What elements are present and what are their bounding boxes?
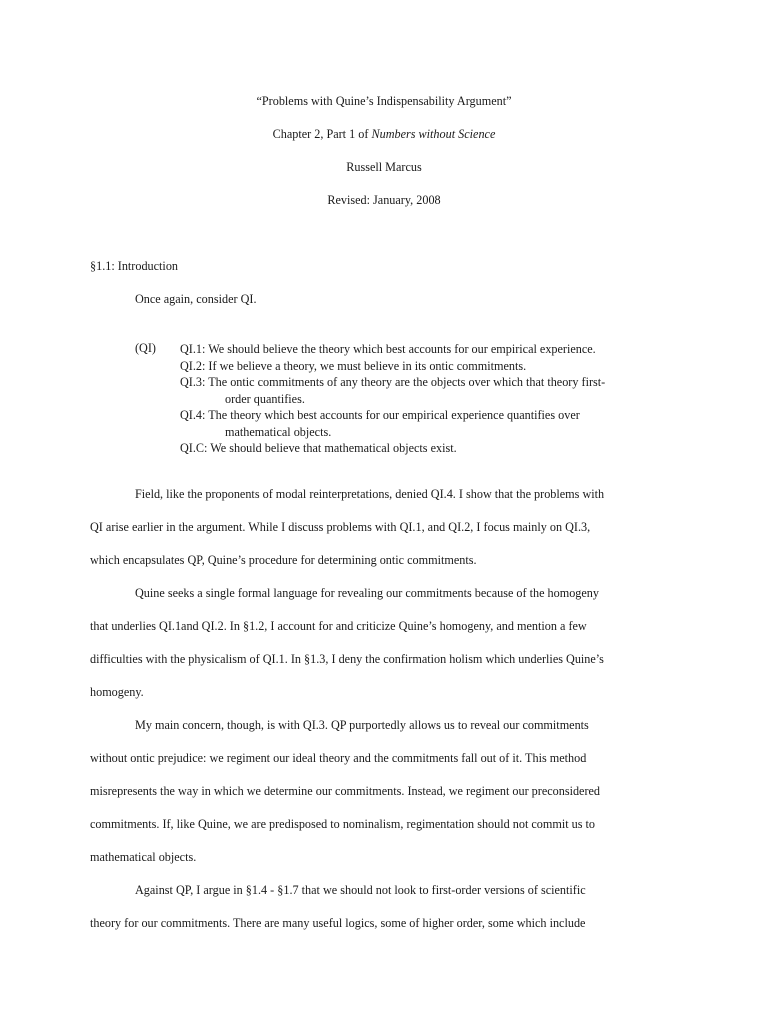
body-line: Field, like the proponents of modal reinterpretations, denied QI.4. I show that the problems with (135, 487, 605, 501)
qi-premise-text: QI.1: We should believe the theory which best accounts for our empirical experience. (180, 342, 596, 356)
subtitle-prefix: Chapter 2, Part 1 of (272, 127, 372, 141)
qi-premise-4 (180, 407, 680, 440)
qi-conclusion (180, 440, 680, 457)
qi-premise-text: QI.2: If we believe a theory, we must believe in its ontic commitments. (180, 358, 527, 373)
qi-premise-text: QI.4: The theory which best accounts for our empirical experience quantifies over (180, 408, 580, 422)
body-line: commitments. If, like Quine, we are predisposed to nominalism, regimentation should not commit us to (90, 817, 596, 831)
body-line: which encapsulates QP, Quine’s procedure for determining ontic commitments. (90, 553, 477, 567)
book-title: Numbers without Science (371, 127, 496, 141)
qi-label: (QI) (135, 341, 156, 355)
section-heading: §1.1: Introduction (90, 259, 179, 273)
body-line: Against QP, I argue in §1.4 - §1.7 that we should not look to first-order versions of scientific (135, 883, 586, 897)
body-line: that underlies QI.1and QI.2. In §1.2, I account for and criticize Quine’s homogeny, and mention a few (90, 619, 587, 633)
body-line: My main concern, though, is with QI.3. QP purportedly allows us to reveal our commitments (135, 718, 589, 732)
qi-premise-continuation: mathematical objects. (225, 424, 332, 439)
qi-premise-2 (180, 358, 680, 375)
body-line: QI arise earlier in the argument. While I discuss problems with QI.1, and QI.2, I focus mainly on QI.3, (90, 520, 591, 534)
body-line: misrepresents the way in which we determine our commitments. Instead, we regiment our preconsidered (90, 784, 601, 798)
body-line: Quine seeks a single formal language for revealing our commitments because of the homogeny (135, 586, 599, 600)
paper-title: “Problems with Quine’s Indispensability Argument” (256, 94, 512, 108)
body-line: homogeny. (90, 685, 144, 699)
intro-sentence: Once again, consider QI. (135, 292, 257, 306)
qi-premise-1 (180, 341, 680, 358)
qi-premise-text: QI.C: We should believe that mathematical objects exist. (180, 441, 457, 455)
paper-subtitle (0, 127, 768, 142)
author-name: Russell Marcus (346, 160, 422, 174)
qi-premise-list (180, 341, 680, 457)
qi-premise-continuation: order quantifies. (225, 391, 305, 406)
body-line: difficulties with the physicalism of QI.1. In §1.3, I deny the confirmation holism which underlies Quine’s (90, 652, 604, 666)
body-line: without ontic prejudice: we regiment our ideal theory and the commitments fall out of it. This method (90, 751, 587, 765)
body-line: theory for our commitments. There are many useful logics, some of higher order, some which include (90, 916, 586, 930)
qi-premise-3 (180, 374, 680, 407)
revision-date: Revised: January, 2008 (327, 193, 441, 207)
qi-premise-text: QI.3: The ontic commitments of any theory are the objects over which that theory first- (180, 375, 606, 389)
body-line: mathematical objects. (90, 850, 197, 864)
